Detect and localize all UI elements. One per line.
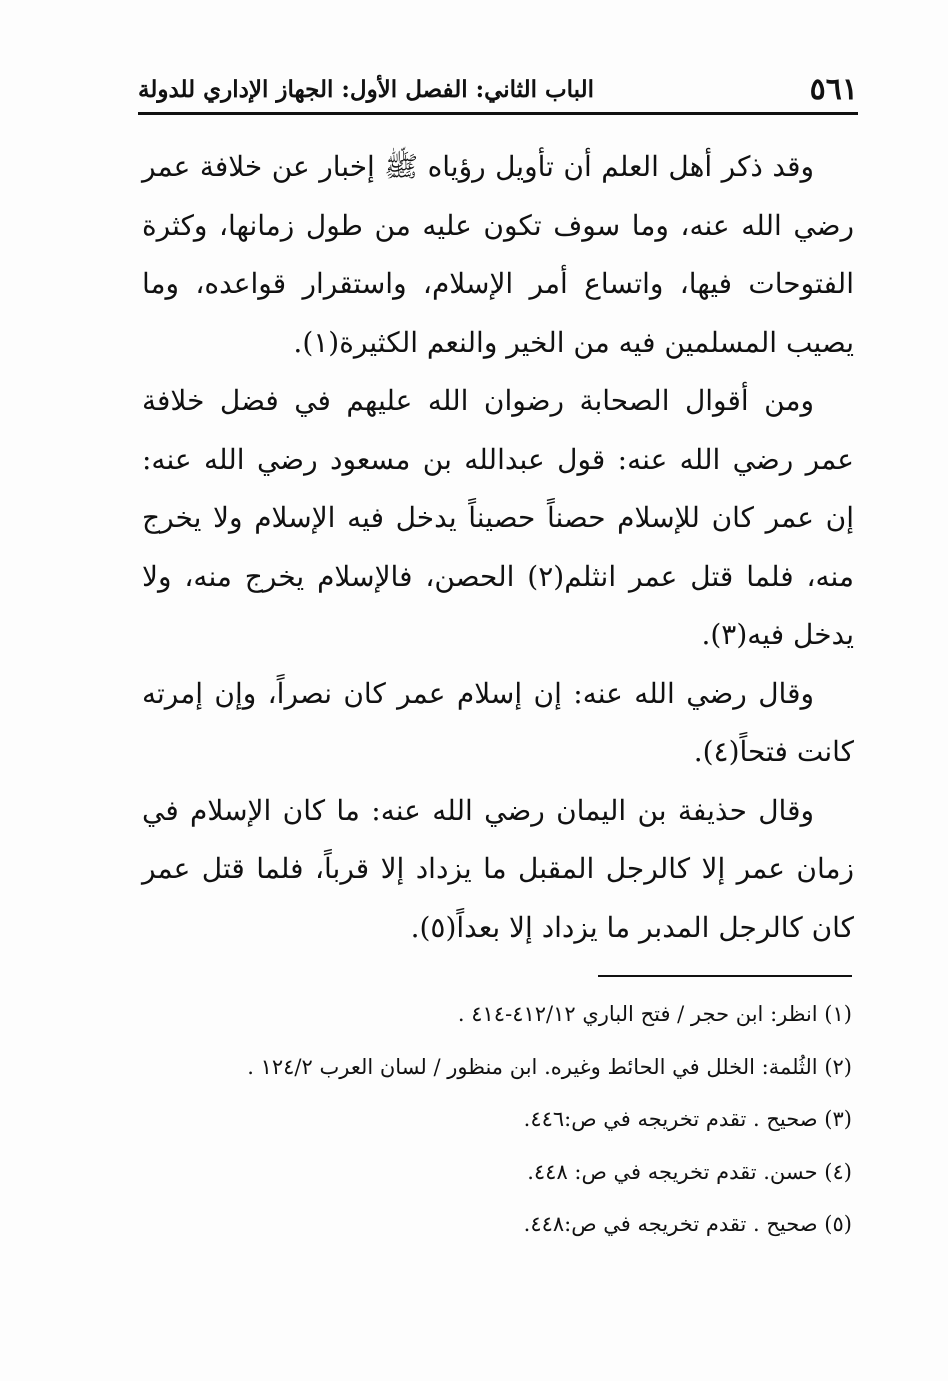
- footnotes: [142, 988, 852, 1251]
- footnote: (٢) الثُلمة: الخلل في الحائط وغيره. ابن منظور / لسان العرب ١٢٤/٢ .: [247, 1054, 852, 1079]
- paragraph: ومن أقوال الصحابة رضوان الله عليهم في فضل خلافة عمر رضي الله عنه: قول عبدالله بن مسعود رضي الله عنه: إن عمر كان للإسلام حصناً حصيناً يدخل فيه الإسلام ولا يخرج منه، فلما قتل عمر انثلم(٢) الحصن، فالإسلام يخرج منه، ولا يدخل فيه(٣).: [142, 384, 854, 651]
- footnote: (٤) حسن. تقدم تخريجه في ص: ٤٤٨.: [527, 1159, 852, 1184]
- header-divider: [138, 112, 858, 115]
- page-number: ٥٦١: [809, 72, 858, 107]
- running-title: الباب الثاني: الفصل الأول: الجهاز الإداري للدولة: [138, 76, 595, 103]
- paragraph: وقال حذيفة بن اليمان رضي الله عنه: ما كان الإسلام في زمان عمر إلا كالرجل المقبل ما يزداد إلا قرباً، فلما قتل عمر كان كالرجل المدبر ما يزداد إلا بعداً(٥).: [142, 793, 854, 944]
- footnote: (١) انظر: ابن حجر / فتح الباري ٤١٢/١٢-٤١٤ .: [457, 1002, 852, 1026]
- main-text: [142, 138, 854, 957]
- page-header: [138, 66, 858, 112]
- footnote: (٣) صحيح . تقدم تخريجه في ص:٤٤٦.: [523, 1107, 852, 1131]
- paragraph: وقد ذكر أهل العلم أن تأويل رؤياه ﷺ إخبار عن خلافة عمر رضي الله عنه، وما سوف تكون عليه من طول زمانها، وكثرة الفتوحات فيها، واتساع أمر الإسلام، واستقرار قواعده، وما يصيب المسلمين فيه من الخير والنعم الكثيرة(١).: [142, 150, 854, 359]
- paragraph: وقال رضي الله عنه: إن إسلام عمر كان نصراً، وإن إمرته كانت فتحاً(٤).: [142, 676, 854, 768]
- footnote-divider: [598, 975, 852, 977]
- footnote: (٥) صحيح . تقدم تخريجه في ص:٤٤٨.: [523, 1212, 852, 1236]
